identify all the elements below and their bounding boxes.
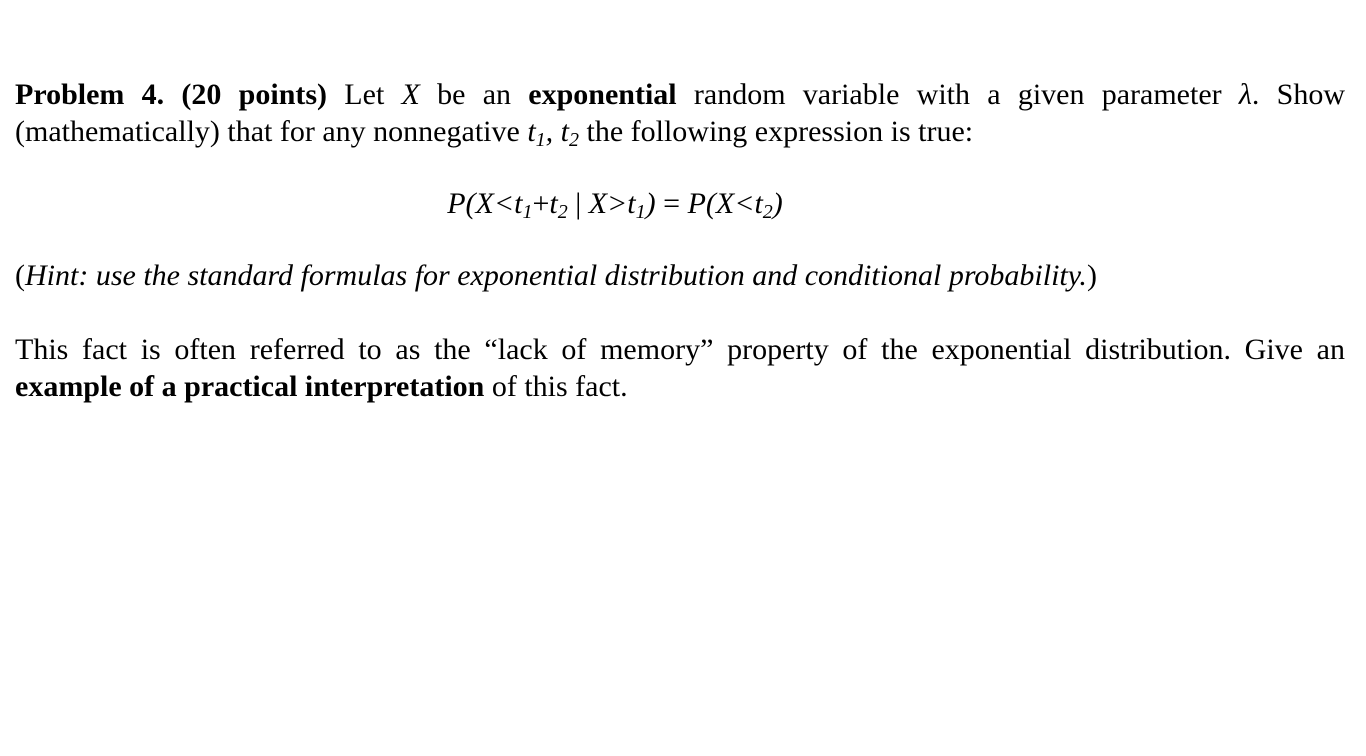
- hint-close-paren: ): [1086, 259, 1097, 292]
- hint-text: Hint: use the standard formulas for exponential distribution and conditional probability.: [25, 259, 1087, 292]
- eq-plus: +: [532, 187, 550, 220]
- emphasis-exponential: exponential: [528, 78, 677, 111]
- eq-variable-t: t: [754, 187, 763, 220]
- subscript-1: 1: [535, 129, 546, 151]
- eq-conditional-bar: |: [567, 187, 589, 220]
- hint: [15, 257, 1345, 294]
- eq-rhs-open: P(X<: [687, 187, 755, 220]
- closing-emphasis: example of a practical interpretation: [15, 370, 485, 403]
- hint-open-paren: (: [15, 259, 25, 292]
- variable-t: t: [527, 115, 536, 148]
- lambda-symbol: λ: [1238, 78, 1252, 111]
- eq-subscript-1: 1: [522, 201, 533, 223]
- eq-close-lhs: ): [645, 187, 656, 220]
- variable-t: t: [560, 115, 569, 148]
- equation: [15, 185, 1345, 222]
- problem-text: the following expression is true:: [579, 115, 974, 148]
- eq-subscript-1: 1: [635, 201, 646, 223]
- eq-equals: =: [655, 187, 688, 220]
- closing-text: This fact is often referred to as the “lack of memory” property of the exponential distribution. Give an: [15, 333, 1345, 366]
- problem-text: be an: [419, 78, 529, 111]
- problem-text: . Show (mathematically) that for any nonnegative: [15, 78, 1345, 148]
- separator-comma: ,: [545, 115, 561, 148]
- variable-x: X: [401, 78, 420, 111]
- subscript-2: 2: [569, 129, 579, 151]
- eq-subscript-2: 2: [762, 201, 773, 223]
- closing-text: of this fact.: [484, 370, 628, 403]
- problem-statement: [15, 76, 1345, 150]
- eq-lhs-open: P(X<: [447, 187, 515, 220]
- problem-document: [15, 76, 1345, 405]
- eq-close-rhs: ): [772, 187, 783, 220]
- problem-text: random variable with a given parameter: [676, 78, 1239, 111]
- eq-given: X>: [588, 187, 628, 220]
- eq-variable-t: t: [627, 187, 636, 220]
- eq-subscript-2: 2: [557, 201, 568, 223]
- problem-heading: Problem 4. (20 points): [15, 78, 328, 111]
- eq-variable-t: t: [514, 187, 523, 220]
- eq-variable-t: t: [549, 187, 558, 220]
- problem-text: Let: [327, 78, 402, 111]
- closing-paragraph: [15, 331, 1345, 405]
